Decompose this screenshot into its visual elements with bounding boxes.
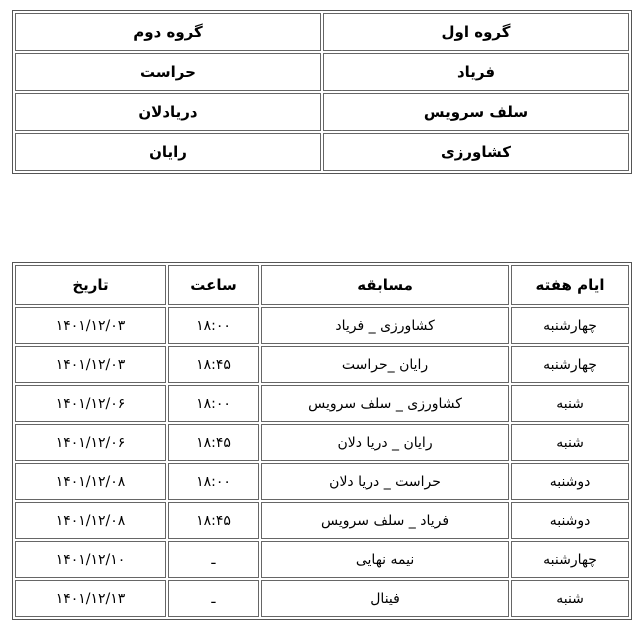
match-cell (261, 424, 509, 461)
time-cell-text: ۱۸:۴۵ (196, 434, 231, 451)
header-time: ساعت (168, 265, 259, 305)
time-cell (168, 541, 259, 578)
day-cell (511, 385, 629, 422)
date-cell (15, 463, 166, 500)
schedule-header-row (15, 265, 629, 305)
time-cell-text: ۱۸:۰۰ (196, 473, 231, 490)
match-cell (261, 541, 509, 578)
match-cell-text: حراست _ دریا دلان (329, 473, 441, 490)
groups-row (15, 133, 629, 171)
day-cell (511, 580, 629, 617)
time-cell-text: ـ (211, 590, 216, 607)
table-row (15, 463, 629, 500)
match-cell (261, 580, 509, 617)
day-cell-text: دوشنبه (549, 473, 591, 490)
group-two-team: حراست (15, 53, 321, 91)
time-cell-text: ۱۸:۴۵ (196, 512, 231, 529)
day-cell (511, 463, 629, 500)
table-row (15, 502, 629, 539)
date-cell-text: ۱۴۰۱/۱۲/۱۰ (55, 551, 126, 568)
time-cell-text: ۱۸:۰۰ (196, 317, 231, 334)
match-cell-text: فریاد _ سلف سرویس (321, 512, 450, 529)
header-day: ایام هفته (511, 265, 629, 305)
time-cell-text: ـ (211, 551, 216, 568)
date-cell-text: ۱۴۰۱/۱۲/۰۳ (55, 317, 126, 334)
groups-row (15, 93, 629, 131)
match-cell-text: رایان _حراست (341, 356, 429, 373)
match-cell (261, 502, 509, 539)
table-row (15, 424, 629, 461)
date-cell-text: ۱۴۰۱/۱۲/۰۳ (55, 356, 126, 373)
table-row (15, 307, 629, 344)
day-cell (511, 307, 629, 344)
time-cell (168, 385, 259, 422)
day-cell-text: شنبه (556, 590, 584, 607)
time-cell (168, 580, 259, 617)
match-cell (261, 385, 509, 422)
table-row (15, 385, 629, 422)
match-cell (261, 346, 509, 383)
match-cell (261, 307, 509, 344)
schedule-body (15, 307, 629, 617)
groups-table (12, 10, 632, 174)
groups-row (15, 53, 629, 91)
date-cell-text: ۱۴۰۱/۱۲/۰۶ (55, 434, 126, 451)
date-cell (15, 424, 166, 461)
time-cell-text: ۱۸:۰۰ (196, 395, 231, 412)
day-cell-text: دوشنبه (549, 512, 591, 529)
groups-header-row (15, 13, 629, 51)
day-cell-text: چهارشنبه (543, 317, 597, 334)
day-cell (511, 541, 629, 578)
header-match: مسابقه (261, 265, 509, 305)
match-cell-text: رایان _ دریا دلان (337, 434, 433, 451)
time-cell-text: ۱۸:۴۵ (196, 356, 231, 373)
day-cell (511, 502, 629, 539)
header-date: تاریخ (15, 265, 166, 305)
group-two-team: رایان (15, 133, 321, 171)
date-cell (15, 385, 166, 422)
table-row (15, 580, 629, 617)
day-cell (511, 424, 629, 461)
date-cell-text: ۱۴۰۱/۱۲/۱۳ (55, 590, 126, 607)
date-cell (15, 502, 166, 539)
group-two-header: گروه دوم (15, 13, 321, 51)
date-cell-text: ۱۴۰۱/۱۲/۰۶ (55, 395, 126, 412)
table-row (15, 346, 629, 383)
time-cell (168, 463, 259, 500)
date-cell-text: ۱۴۰۱/۱۲/۰۸ (55, 473, 126, 490)
group-one-team: فریاد (323, 53, 629, 91)
time-cell (168, 307, 259, 344)
match-cell-text: فینال (370, 590, 400, 607)
match-cell-text: کشاورزی _ فریاد (335, 317, 435, 334)
day-cell-text: شنبه (556, 434, 584, 451)
date-cell (15, 580, 166, 617)
schedule-table (12, 262, 632, 620)
date-cell (15, 307, 166, 344)
day-cell-text: شنبه (556, 395, 584, 412)
day-cell (511, 346, 629, 383)
match-cell (261, 463, 509, 500)
date-cell (15, 346, 166, 383)
day-cell-text: چهارشنبه (543, 356, 597, 373)
group-one-team: کشاورزی (323, 133, 629, 171)
match-cell-text: نیمه نهایی (355, 551, 415, 568)
day-cell-text: چهارشنبه (543, 551, 597, 568)
time-cell (168, 346, 259, 383)
group-one-header: گروه اول (323, 13, 629, 51)
match-cell-text: کشاورزی _ سلف سرویس (308, 395, 462, 412)
group-one-team: سلف سرویس (323, 93, 629, 131)
date-cell-text: ۱۴۰۱/۱۲/۰۸ (55, 512, 126, 529)
date-cell (15, 541, 166, 578)
table-row (15, 541, 629, 578)
time-cell (168, 424, 259, 461)
group-two-team: دریادلان (15, 93, 321, 131)
time-cell (168, 502, 259, 539)
